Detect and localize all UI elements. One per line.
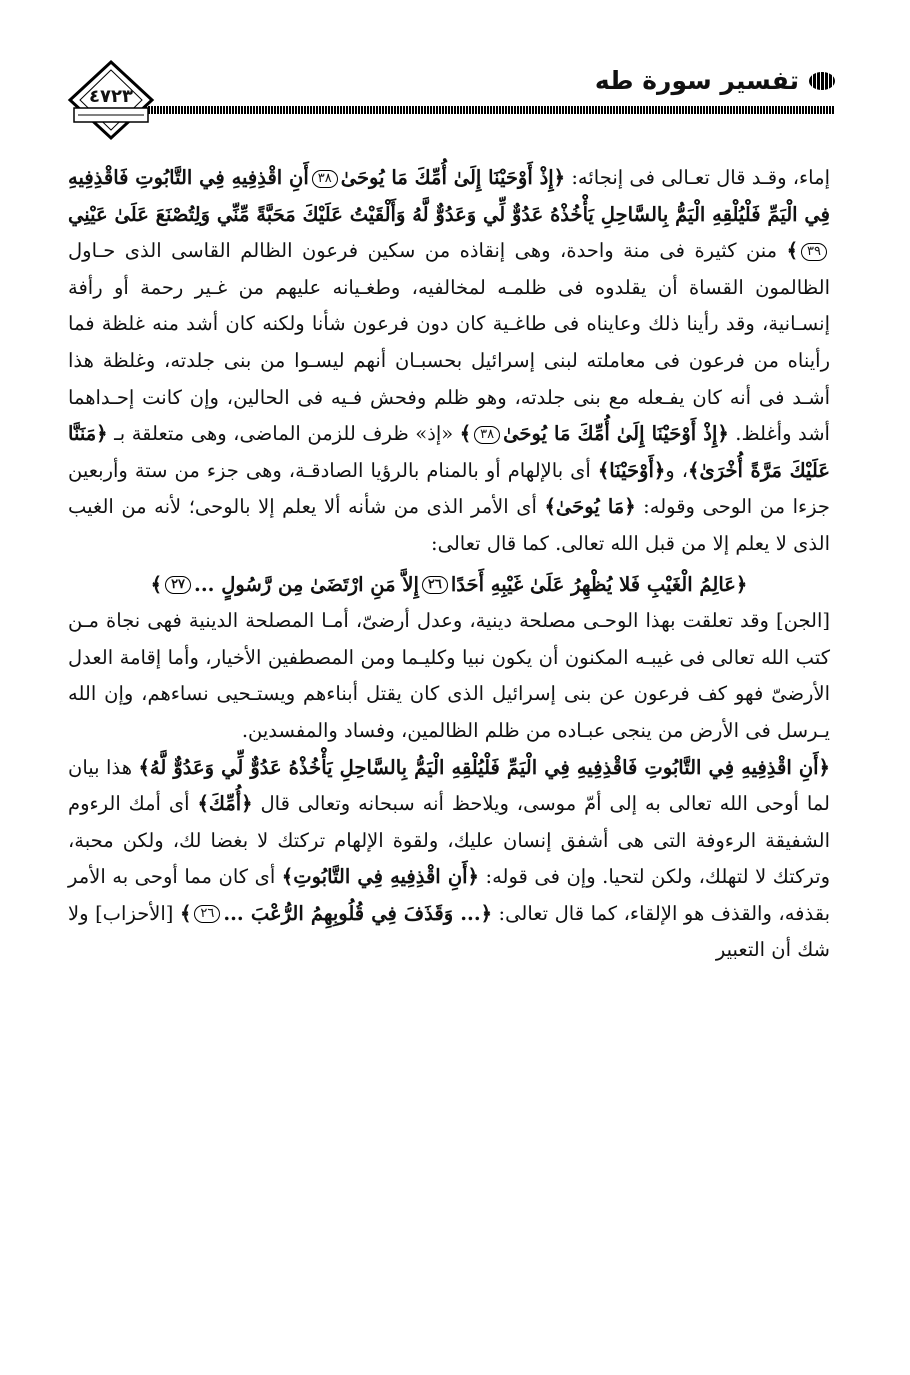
quran-quote: ﴿عَالِمُ الْغَيْبِ فَلا يُظْهِرُ عَلَىٰ غَيْبِهِ أَحَدًا <box>450 572 748 596</box>
verse-number: ٣٨ <box>474 426 500 444</box>
page-header <box>60 58 835 148</box>
verse-number: ٢٦ <box>422 576 448 594</box>
quran-quote: ﴿مَنَنَّا عَلَيْكَ مَرَّةً أُخْرَىٰ﴾ <box>68 422 830 482</box>
verse-number: ٣٨ <box>312 170 338 188</box>
quran-quote: ﴾ <box>150 572 163 596</box>
quran-quote: ﴿أُمِّكَ﴾ <box>197 792 253 816</box>
quran-quote: إِلاَّ مَنِ ارْتَضَىٰ مِن رَّسُولٍ ... <box>194 572 419 596</box>
quran-quote: ﴿أَنِ اقْذِفِيهِ فِي التَّابُوتِ﴾ <box>281 865 479 889</box>
paragraph-1 <box>68 160 830 563</box>
quran-quote: ﴿أَنِ اقْذِفِيهِ فِي التَّابُوتِ فَاقْذِفِيهِ فِي الْيَمِّ فَلْيُلْقِهِ الْيَمُّ بِالسَّاحِلِ يَأْخُذْهُ عَدُوٌّ لِّي وَعَدُوٌّ لَّهُ﴾ <box>138 755 830 779</box>
text-run: منن كثيرة فى منة واحدة، وهى إنقاذه من سكين فرعون الظالم القاسى الذى حـاول الظالمون القساة أن يقلدوه فى ظلمـه لمخالفيه، وطغـيانه عليهم من غـير رحمة أو رأفة إنسـانية، وقد رأينا ذلك وعايناه فى طاغـية كان دون فرعون شأنا ولكنه كان أشد منه غلظة فما رأيناه من فرعون فى معاملته لبنى إسرائيل بحسبـان أنهم ليسـوا من بنى جلدته، وغلظة هذا أشـد فى أنه كان يفـعله مع بنى جلدته، وهو ظلم وفحش فـيه فى الحالين، وإن كانت إحـداهما أشد وأغلظ. <box>68 239 830 446</box>
quran-quote: ﴿إِذْ أَوْحَيْنَا إِلَىٰ أُمِّكَ مَا يُوحَىٰ <box>503 422 729 446</box>
bullet-ornament-icon <box>809 72 835 90</box>
quran-quote: ﴾ <box>459 422 472 446</box>
running-title-text: تفسير سورة طه <box>594 66 799 95</box>
page-number-badge <box>66 58 156 148</box>
text-run: [الجن] وقد تعلقت بهذا الوحـى مصلحة دينية، وعدل أرضىّ، أمـا المصلحة الدينية فهى نجاة مـن كتب الله تعالى فى غيبـه المكنون أن يكون نبيا وكليـما ومن المصطفين الأخيار، وأما إقامة العدل الأرضىّ فهو كف فرعون عن بنى إسرائيل الذى كان يقتل أبناءهم ويستـحيى نساءهم، وإن الله يـرسل فى الأرض من ينجى عبـاده من ظلم الظالمين، وفساد والمفسدين. <box>68 609 830 742</box>
text-run: «إذ» ظرف للزمن الماضى، وهى متعلقة بـ <box>107 422 460 446</box>
verse-number: ٣٩ <box>801 243 827 261</box>
text-run: أى الأمر الذى من شأنه ألا يعلم إلا بالوحى؛ لأنه من الغيب الذى لا يعلم إلا من قبل الله تعالى. كما قال تعالى: <box>68 495 830 555</box>
quran-quote: ﴿أَوْحَيْنَا﴾ <box>597 458 666 482</box>
text-run: أى كان مما أوحى به الأمر بقذفه، والقذف هو الإلقاء، كما قال تعالى: <box>68 865 831 925</box>
main-text <box>68 160 830 969</box>
text-run: [الأحزاب] ولا شك أن التعبير <box>68 901 830 962</box>
running-title <box>595 66 835 95</box>
quran-quote: ﴾ <box>786 239 799 263</box>
quran-quote: ﴿إِذْ أَوْحَيْنَا إِلَىٰ أُمِّكَ مَا يُوحَىٰ <box>340 166 566 189</box>
quran-quote: ﴿... وَقَذَفَ فِي قُلُوبِهِمُ الرُّعْبَ ... <box>223 901 493 925</box>
quoted-verse <box>68 567 830 604</box>
text-run: أى أمك الرءوم الشفيقة الرءوفة التى هى أشفق إنسان عليك، ولقوة الإلهام تركتك لا بغضا لك، ولكن محبة، وتركتك لا لتهلك، ولكن لتحيا. وإن فى قوله: <box>68 792 830 889</box>
verse-number: ٢٧ <box>165 576 191 594</box>
quran-quote: أَنِ اقْذِفِيهِ فِي التَّابُوتِ فَاقْذِفِيهِ فِي الْيَمِّ فَلْيُلْقِهِ الْيَمُّ بِالسَّاحِلِ يَأْخُذْهُ عَدُوٌّ لِّي وَعَدُوٌّ لَّهُ وَأَلْقَيْتُ عَلَيْكَ مَحَبَّةً مِّنِّي وَلِتُصْنَعَ عَلَىٰ عَيْنِي <box>68 166 830 226</box>
quran-quote: ﴾ <box>179 901 192 925</box>
text-run: إماء، وقـد قال تعـالى فى إنجائه: <box>565 166 830 189</box>
quran-quote: ﴿مَا يُوحَىٰ﴾ <box>544 495 636 519</box>
page-number: ٤٧٢٣ <box>89 86 133 107</box>
header-rule <box>145 106 835 114</box>
text-run: ، و <box>665 458 689 482</box>
paragraph-2 <box>68 603 830 749</box>
text-run: هذا بيان لما أوحى الله تعالى به إلى أمّ موسى، ويلاحظ أنه سبحانه وتعالى قال <box>68 755 830 816</box>
paragraph-3 <box>68 750 830 970</box>
text-run: أى بالإلهام أو بالمنام بالرؤيا الصادقـة، وهى جزء من ستة وأربعين جزءا من الوحى وقوله: <box>68 458 830 519</box>
verse-number: ٢٦ <box>194 905 220 923</box>
